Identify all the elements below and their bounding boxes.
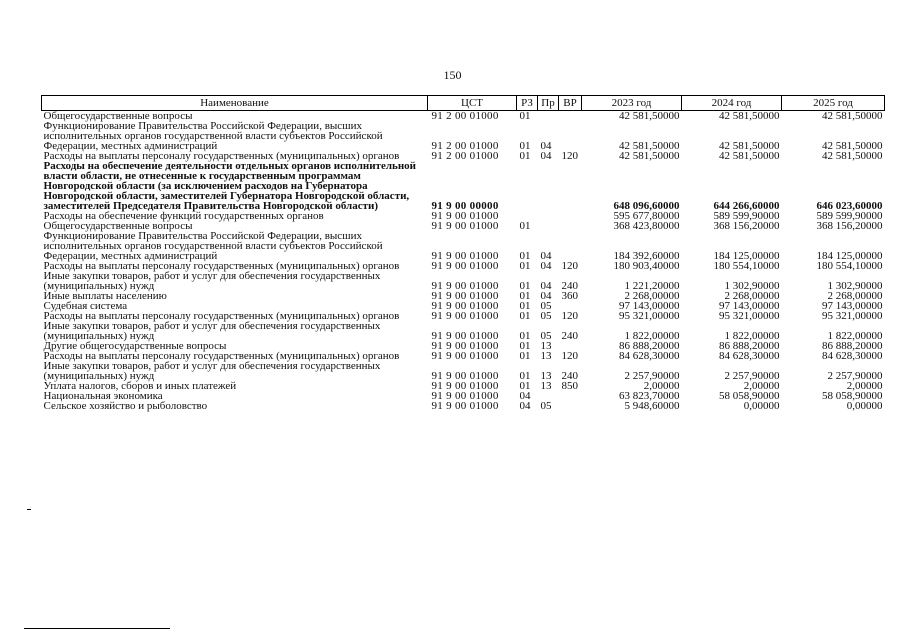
row-2024: 589 599,90000 [713, 210, 780, 222]
row-vr [559, 391, 582, 401]
row-vr: 240 [561, 370, 578, 382]
row-cst: 91 9 00 01000 [431, 260, 499, 272]
row-rz [517, 161, 538, 211]
row-2025: 2 268,00000 [827, 290, 883, 302]
header-name: Наименование [42, 96, 428, 111]
row-2023: 648 096,60000 [613, 200, 680, 212]
row-2023: 95 321,00000 [619, 310, 680, 322]
header-2024: 2024 год [682, 96, 782, 111]
row-2024: 1 302,90000 [724, 280, 780, 292]
table-body [42, 111, 885, 412]
header-cst: ЦСТ [428, 96, 517, 111]
row-2025: 589 599,90000 [816, 210, 883, 222]
row-rz: 01 [519, 250, 531, 262]
row-2023: 5 948,60000 [624, 400, 680, 412]
row-vr: 120 [561, 150, 578, 162]
row-2024: 86 888,20000 [719, 340, 780, 352]
row-2024: 84 628,30000 [719, 350, 780, 362]
row-2024: 42 581,50000 [719, 140, 780, 152]
row-2025: 84 628,30000 [822, 350, 883, 362]
row-rz: 01 [519, 110, 531, 122]
row-2024: 42 581,50000 [719, 150, 780, 162]
row-2023: 1 822,00000 [624, 330, 680, 342]
row-cst: 91 9 00 01000 [431, 280, 499, 292]
row-2024: 2 268,00000 [724, 290, 780, 302]
row-2025: 42 581,50000 [822, 110, 883, 122]
row-2024: 42 581,50000 [719, 110, 780, 122]
header-2025: 2025 год [782, 96, 885, 111]
row-2025: 58 058,90000 [822, 390, 883, 402]
row-rz: 01 [519, 140, 531, 152]
header-rz: РЗ [517, 96, 538, 111]
row-cst: 91 9 00 01000 [431, 250, 499, 262]
row-2023: 595 677,80000 [613, 210, 680, 222]
row-2024: 2 257,90000 [724, 370, 780, 382]
row-rz: 01 [519, 260, 531, 272]
row-rz: 01 [519, 290, 531, 302]
row-name: Иные закупки товаров, работ и услуг для обеспечения государственных (муниципальных) нужд [43, 360, 381, 382]
row-name: Расходы на обеспечение деятельности отдельных органов исполнительной власти области, не отнесенные к государственным программам Новгородской области (за исключением расходов на Губернатора Новгородской области, заместителей Губернатора Новгородской области, заместителей Председателя Правительства Новгородской области) [43, 160, 416, 212]
row-pr [538, 161, 559, 211]
row-2023: 2 268,00000 [624, 290, 680, 302]
row-name: Судебная система [43, 300, 128, 312]
row-cst: 91 9 00 01000 [431, 330, 499, 342]
row-2025: 42 581,50000 [822, 150, 883, 162]
row-2025: 86 888,20000 [822, 340, 883, 352]
row-2023: 180 903,40000 [613, 260, 680, 272]
row-name: Функционирование Правительства Российской Федерации, высших исполнительных органов государственной власти субъектов Российской Федерации, местных администраций [43, 230, 383, 262]
row-2025: 646 023,60000 [816, 200, 883, 212]
row-pr [538, 221, 559, 231]
row-2023: 1 221,20000 [624, 280, 680, 292]
header-2023: 2023 год [582, 96, 682, 111]
row-vr: 850 [561, 380, 578, 392]
row-2025: 368 156,20000 [816, 220, 883, 232]
row-cst: 91 9 00 01000 [431, 350, 499, 362]
row-rz: 01 [519, 310, 531, 322]
row-name: Расходы на выплаты персоналу государственных (муниципальных) органов [43, 350, 400, 362]
footnote-rule [24, 628, 170, 629]
row-name: Расходы на выплаты персоналу государственных (муниципальных) органов [43, 260, 400, 272]
row-rz: 01 [519, 220, 531, 232]
row-name: Общегосударственные вопросы [43, 220, 193, 232]
row-pr: 04 [540, 250, 552, 262]
row-2025: 97 143,00000 [822, 300, 883, 312]
row-2023: 97 143,00000 [619, 300, 680, 312]
row-rz: 01 [519, 370, 531, 382]
row-pr: 05 [540, 330, 552, 342]
row-2024: 0,00000 [743, 400, 780, 412]
row-pr: 04 [540, 140, 552, 152]
row-2025: 184 125,00000 [816, 250, 883, 262]
row-cst: 91 9 00 01000 [431, 370, 499, 382]
row-name: Функционирование Правительства Российской Федерации, высших исполнительных органов государственной власти субъектов Российской Федерации, местных администраций [43, 120, 383, 152]
row-rz: 01 [519, 150, 531, 162]
row-vr [559, 121, 582, 151]
row-2024: 180 554,10000 [713, 260, 780, 272]
row-pr: 13 [540, 340, 552, 352]
row-2023: 42 581,50000 [619, 110, 680, 122]
row-rz: 01 [519, 350, 531, 362]
row-2025: 2 257,90000 [827, 370, 883, 382]
row-2025: 42 581,50000 [822, 140, 883, 152]
row-vr [559, 401, 582, 411]
row-pr: 04 [540, 150, 552, 162]
row-pr: 13 [540, 370, 552, 382]
row-vr [559, 231, 582, 261]
row-vr [559, 211, 582, 221]
row-2025: 1 302,90000 [827, 280, 883, 292]
row-rz: 01 [519, 330, 531, 342]
row-2023: 63 823,70000 [619, 390, 680, 402]
row-cst: 91 2 00 01000 [431, 150, 499, 162]
row-name: Расходы на выплаты персоналу государственных (муниципальных) органов [43, 150, 400, 162]
row-name: Иные выплаты населению [43, 290, 167, 302]
margin-mark [27, 509, 31, 510]
row-cst: 91 9 00 00000 [431, 200, 499, 212]
row-2024: 97 143,00000 [719, 300, 780, 312]
row-pr: 04 [540, 280, 552, 292]
table-row [42, 401, 885, 411]
row-vr [559, 111, 582, 122]
row-name: Иные закупки товаров, работ и услуг для обеспечения государственных (муниципальных) нужд [43, 270, 381, 292]
table-row [42, 321, 885, 341]
row-2024: 58 058,90000 [719, 390, 780, 402]
row-2025: 2,00000 [846, 380, 883, 392]
table-row [42, 231, 885, 261]
row-2024: 1 822,00000 [724, 330, 780, 342]
row-2024: 368 156,20000 [713, 220, 780, 232]
row-2023: 2 257,90000 [624, 370, 680, 382]
row-name: Сельское хозяйство и рыболовство [43, 400, 208, 412]
row-cst: 91 2 00 01000 [431, 110, 499, 122]
table-row [42, 271, 885, 291]
row-vr: 120 [561, 350, 578, 362]
row-2025: 0,00000 [846, 400, 883, 412]
row-pr: 05 [540, 300, 552, 312]
row-cst: 91 9 00 01000 [431, 380, 499, 392]
table-header-row [42, 96, 885, 111]
row-pr: 04 [540, 260, 552, 272]
row-name: Общегосударственные вопросы [43, 110, 193, 122]
table-row [42, 121, 885, 151]
row-cst: 91 9 00 01000 [431, 210, 499, 222]
row-name: Расходы на выплаты персоналу государственных (муниципальных) органов [43, 310, 400, 322]
row-rz: 01 [519, 280, 531, 292]
header-vr: ВР [559, 96, 582, 111]
row-2024: 2,00000 [743, 380, 780, 392]
row-2024: 184 125,00000 [713, 250, 780, 262]
row-name: Национальная экономика [43, 390, 163, 402]
row-pr: 05 [540, 310, 552, 322]
row-cst: 91 9 00 01000 [431, 400, 499, 412]
row-cst: 91 9 00 01000 [431, 390, 499, 402]
row-vr: 120 [561, 260, 578, 272]
row-name: Расходы на обеспечение функций государственных органов [43, 210, 324, 222]
row-rz: 04 [519, 390, 531, 402]
row-pr: 05 [540, 400, 552, 412]
row-name: Иные закупки товаров, работ и услуг для обеспечения государственных (муниципальных) нужд [43, 320, 381, 342]
row-name: Другие общегосударственные вопросы [43, 340, 227, 352]
row-2024: 644 266,60000 [713, 200, 780, 212]
row-vr: 360 [561, 290, 578, 302]
row-rz: 01 [519, 340, 531, 352]
row-vr: 240 [561, 330, 578, 342]
row-cst: 91 9 00 01000 [431, 310, 499, 322]
row-vr [559, 221, 582, 231]
row-2023: 86 888,20000 [619, 340, 680, 352]
row-2023: 184 392,60000 [613, 250, 680, 262]
row-vr: 120 [561, 310, 578, 322]
row-rz: 04 [519, 400, 531, 412]
row-cst: 91 2 00 01000 [431, 140, 499, 152]
row-pr [538, 211, 559, 221]
row-2023: 42 581,50000 [619, 150, 680, 162]
row-2024: 95 321,00000 [719, 310, 780, 322]
row-2025: 1 822,00000 [827, 330, 883, 342]
row-cst: 91 9 00 01000 [431, 340, 499, 352]
row-vr [559, 161, 582, 211]
row-pr: 13 [540, 380, 552, 392]
table-row [42, 361, 885, 381]
row-name: Уплата налогов, сборов и иных платежей [43, 380, 237, 392]
row-pr: 13 [540, 350, 552, 362]
row-cst: 91 9 00 01000 [431, 220, 499, 232]
page-number: 150 [443, 68, 462, 82]
row-cst: 91 9 00 01000 [431, 290, 499, 302]
budget-table [41, 95, 885, 411]
row-2023: 84 628,30000 [619, 350, 680, 362]
row-vr: 240 [561, 280, 578, 292]
row-2023: 2,00000 [643, 380, 680, 392]
row-2023: 42 581,50000 [619, 140, 680, 152]
header-pr: Пр [538, 96, 559, 111]
row-pr [538, 111, 559, 122]
row-cst: 91 9 00 01000 [431, 300, 499, 312]
row-rz: 01 [519, 380, 531, 392]
row-rz: 01 [519, 300, 531, 312]
row-2023: 368 423,80000 [613, 220, 680, 232]
row-pr: 04 [540, 290, 552, 302]
table-row [42, 161, 885, 211]
row-2025: 95 321,00000 [822, 310, 883, 322]
row-2025: 180 554,10000 [816, 260, 883, 272]
